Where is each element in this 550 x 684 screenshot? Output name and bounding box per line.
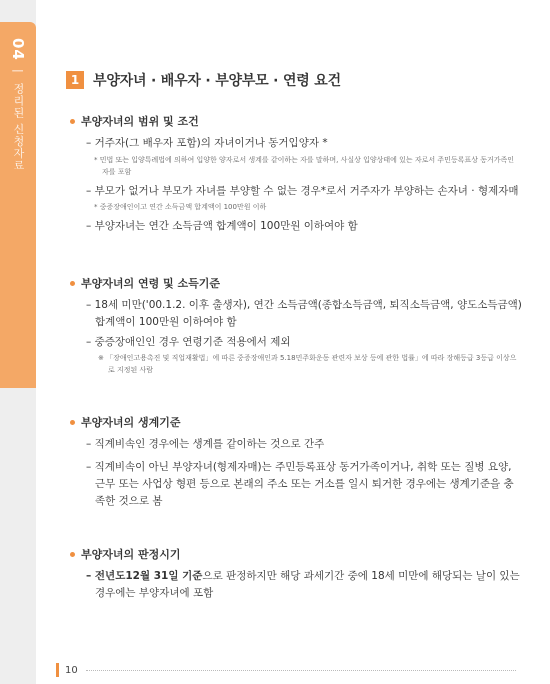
list-item: – 부모가 없거나 부모가 자녀를 부양할 수 없는 경우*로서 거주자가 부양하는 손자녀 · 형제자매 [86,185,519,197]
section-scope [70,113,522,235]
footer-dotted-rule [86,670,516,671]
footnote: * 중증장애인이고 연간 소득금액 합계액이 100만원 이하 [94,203,267,211]
section-heading [66,70,341,90]
section-title: 부양자녀의 범위 및 조건 [70,113,522,129]
bullet-dot-icon [70,119,75,124]
section-title: 부양자녀의 연령 및 소득기준 [70,275,522,291]
main-content [70,113,522,602]
page-footer [56,662,516,678]
chapter-number: 04 [9,38,27,61]
bullet-dot-icon [70,552,75,557]
section-livelihood [70,414,522,510]
section-title: 부양자녀의 판정시기 [70,546,522,562]
footer-accent-bar [56,663,59,677]
chapter-title: 정리된 신청자료 [12,82,25,172]
list-item: – 18세 미만('00.1.2. 이후 출생자), 연간 소득금액(종합소득금액, 퇴직소득금액, 양도소득금액) 합계액이 100만원 이하여야 함 [86,299,522,328]
list-item: – 직계비속인 경우에는 생계를 같이하는 것으로 간주 [86,438,325,450]
footnote: ※ 「장애인고용촉진 및 직업재활법」에 따른 중증장애인과 5.18민주화운동 관련자 보상 등에 관한 법률」에 따라 장해등급 3등급 이상으로 지정된 사람 [98,354,517,374]
page-number: 10 [65,664,78,676]
emphasis-text: – 전년도12월 31일 기준 [86,570,203,582]
list-item-text: 으로 판정하지만 해당 과세기간 중에 18세 미만에 해당되는 날이 있는 경우에는 부양자녀에 포함 [95,570,520,599]
list-item [79,568,522,602]
list-item: – 직계비속이 아닌 부양자녀(형제자매)는 주민등록표상 동거가족이거나, 취학 또는 질병 요양, 근무 또는 사업상 형편 등으로 본래의 주소 또는 거소를 일시 퇴거한 경우에는 생계기준을 충족한 것으로 봄 [86,461,514,507]
heading-number-badge: 1 [66,71,84,89]
chapter-side-tab [0,22,36,388]
chapter-separator: | [12,69,25,75]
bullet-dot-icon [70,281,75,286]
list-item: – 중증장애인인 경우 연령기준 적용에서 제외 [86,336,291,348]
section-age-income [70,275,522,376]
list-item: – 부양자녀는 연간 소득금액 합계액이 100만원 이하여야 함 [86,220,358,232]
section-title: 부양자녀의 생계기준 [70,414,522,430]
page-title: 부양자녀 · 배우자 · 부양부모 · 연령 요건 [93,73,341,89]
list-item: – 거주자(그 배우자 포함)의 자녀이거나 동거입양자 * [86,137,328,149]
footnote: * 민법 또는 입양특례법에 의하여 입양한 양자로서 생계를 같이하는 자를 말하며, 사실상 입양상태에 있는 자로서 주민등록표상 동거가족인 자를 포함 [94,156,514,176]
section-timing [70,546,522,602]
bullet-dot-icon [70,420,75,425]
